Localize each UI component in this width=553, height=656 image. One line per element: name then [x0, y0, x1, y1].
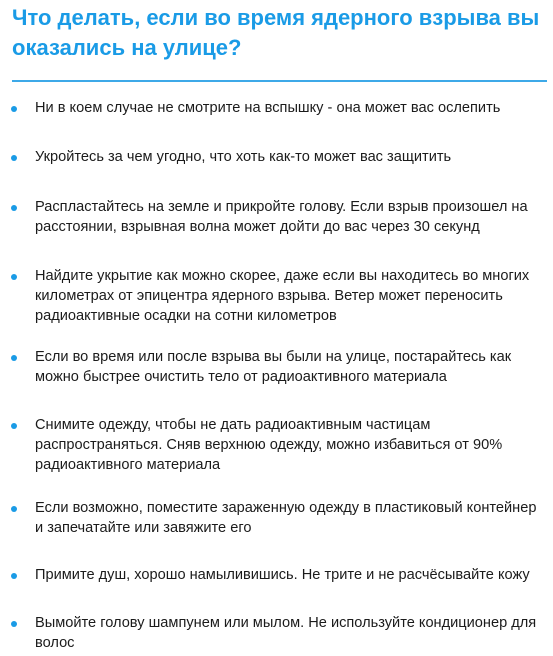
list-item-line: Примите душ, хорошо намыливишись. Не трите и не расчёсывайте кожу [35, 567, 530, 583]
list-item-text [35, 197, 545, 237]
list-item-line: Снимите одежду, чтобы не дать радиоактивным частицам [35, 417, 431, 433]
list-item-line: Если возможно, поместите зараженную одежду в пластиковый контейнер [35, 500, 537, 516]
bullet-icon [11, 573, 17, 579]
list-item-text [35, 415, 545, 475]
list-item-text [35, 147, 545, 167]
bullet-icon [11, 155, 17, 161]
bullet-icon [11, 423, 17, 429]
list-item-line: радиоактивные осадки на сотни километров [35, 308, 337, 324]
list-item-line: радиоактивного материала [35, 457, 221, 473]
bullet-icon [11, 621, 17, 627]
list-item-line: Найдите укрытие как можно скорее, даже если вы находитесь во многих [35, 268, 530, 284]
list-item-text [35, 266, 545, 326]
list-item-line: Распластайтесь на земле и прикройте голову. Если взрыв произошел на [35, 199, 528, 215]
list-item-line: Ни в коем случае не смотрите на вспышку - она может вас ослепить [35, 100, 501, 116]
bullet-icon [11, 506, 17, 512]
bullet-icon [11, 355, 17, 361]
page-title [12, 3, 547, 63]
title-line: Что делать, если во время ядерного взрыва вы [12, 5, 540, 30]
list-item-line: Укройтесь за чем угодно, что хоть как-то может вас защитить [35, 149, 452, 165]
list-item-line: Вымойте голову шампунем или мылом. Не используйте кондиционер для [35, 615, 537, 631]
list-item-line: волос [35, 635, 75, 651]
list-item-text [35, 565, 545, 585]
bullet-icon [11, 274, 17, 280]
list-item-text [35, 98, 545, 118]
list-item-line: распространяться. Сняв верхнюю одежду, можно избавиться от 90% [35, 437, 503, 453]
list-item-line: и запечатайте или завяжите его [35, 520, 252, 536]
list-item-line: Если во время или после взрыва вы были на улице, постарайтесь как [35, 349, 512, 365]
list-item-line: расстоянии, взрывная волна может дойти до вас через 30 секунд [35, 219, 480, 235]
list-item-line: можно быстрее очистить тело от радиоактивного материала [35, 369, 447, 385]
bullet-icon [11, 205, 17, 211]
list-item-text [35, 347, 545, 387]
list-item-text [35, 613, 545, 653]
title-divider [12, 80, 547, 82]
bullet-icon [11, 106, 17, 112]
list-item-text [35, 498, 545, 538]
list-item-line: километрах от эпицентра ядерного взрыва. Ветер может переносить [35, 288, 503, 304]
title-line: оказались на улице? [12, 35, 242, 60]
